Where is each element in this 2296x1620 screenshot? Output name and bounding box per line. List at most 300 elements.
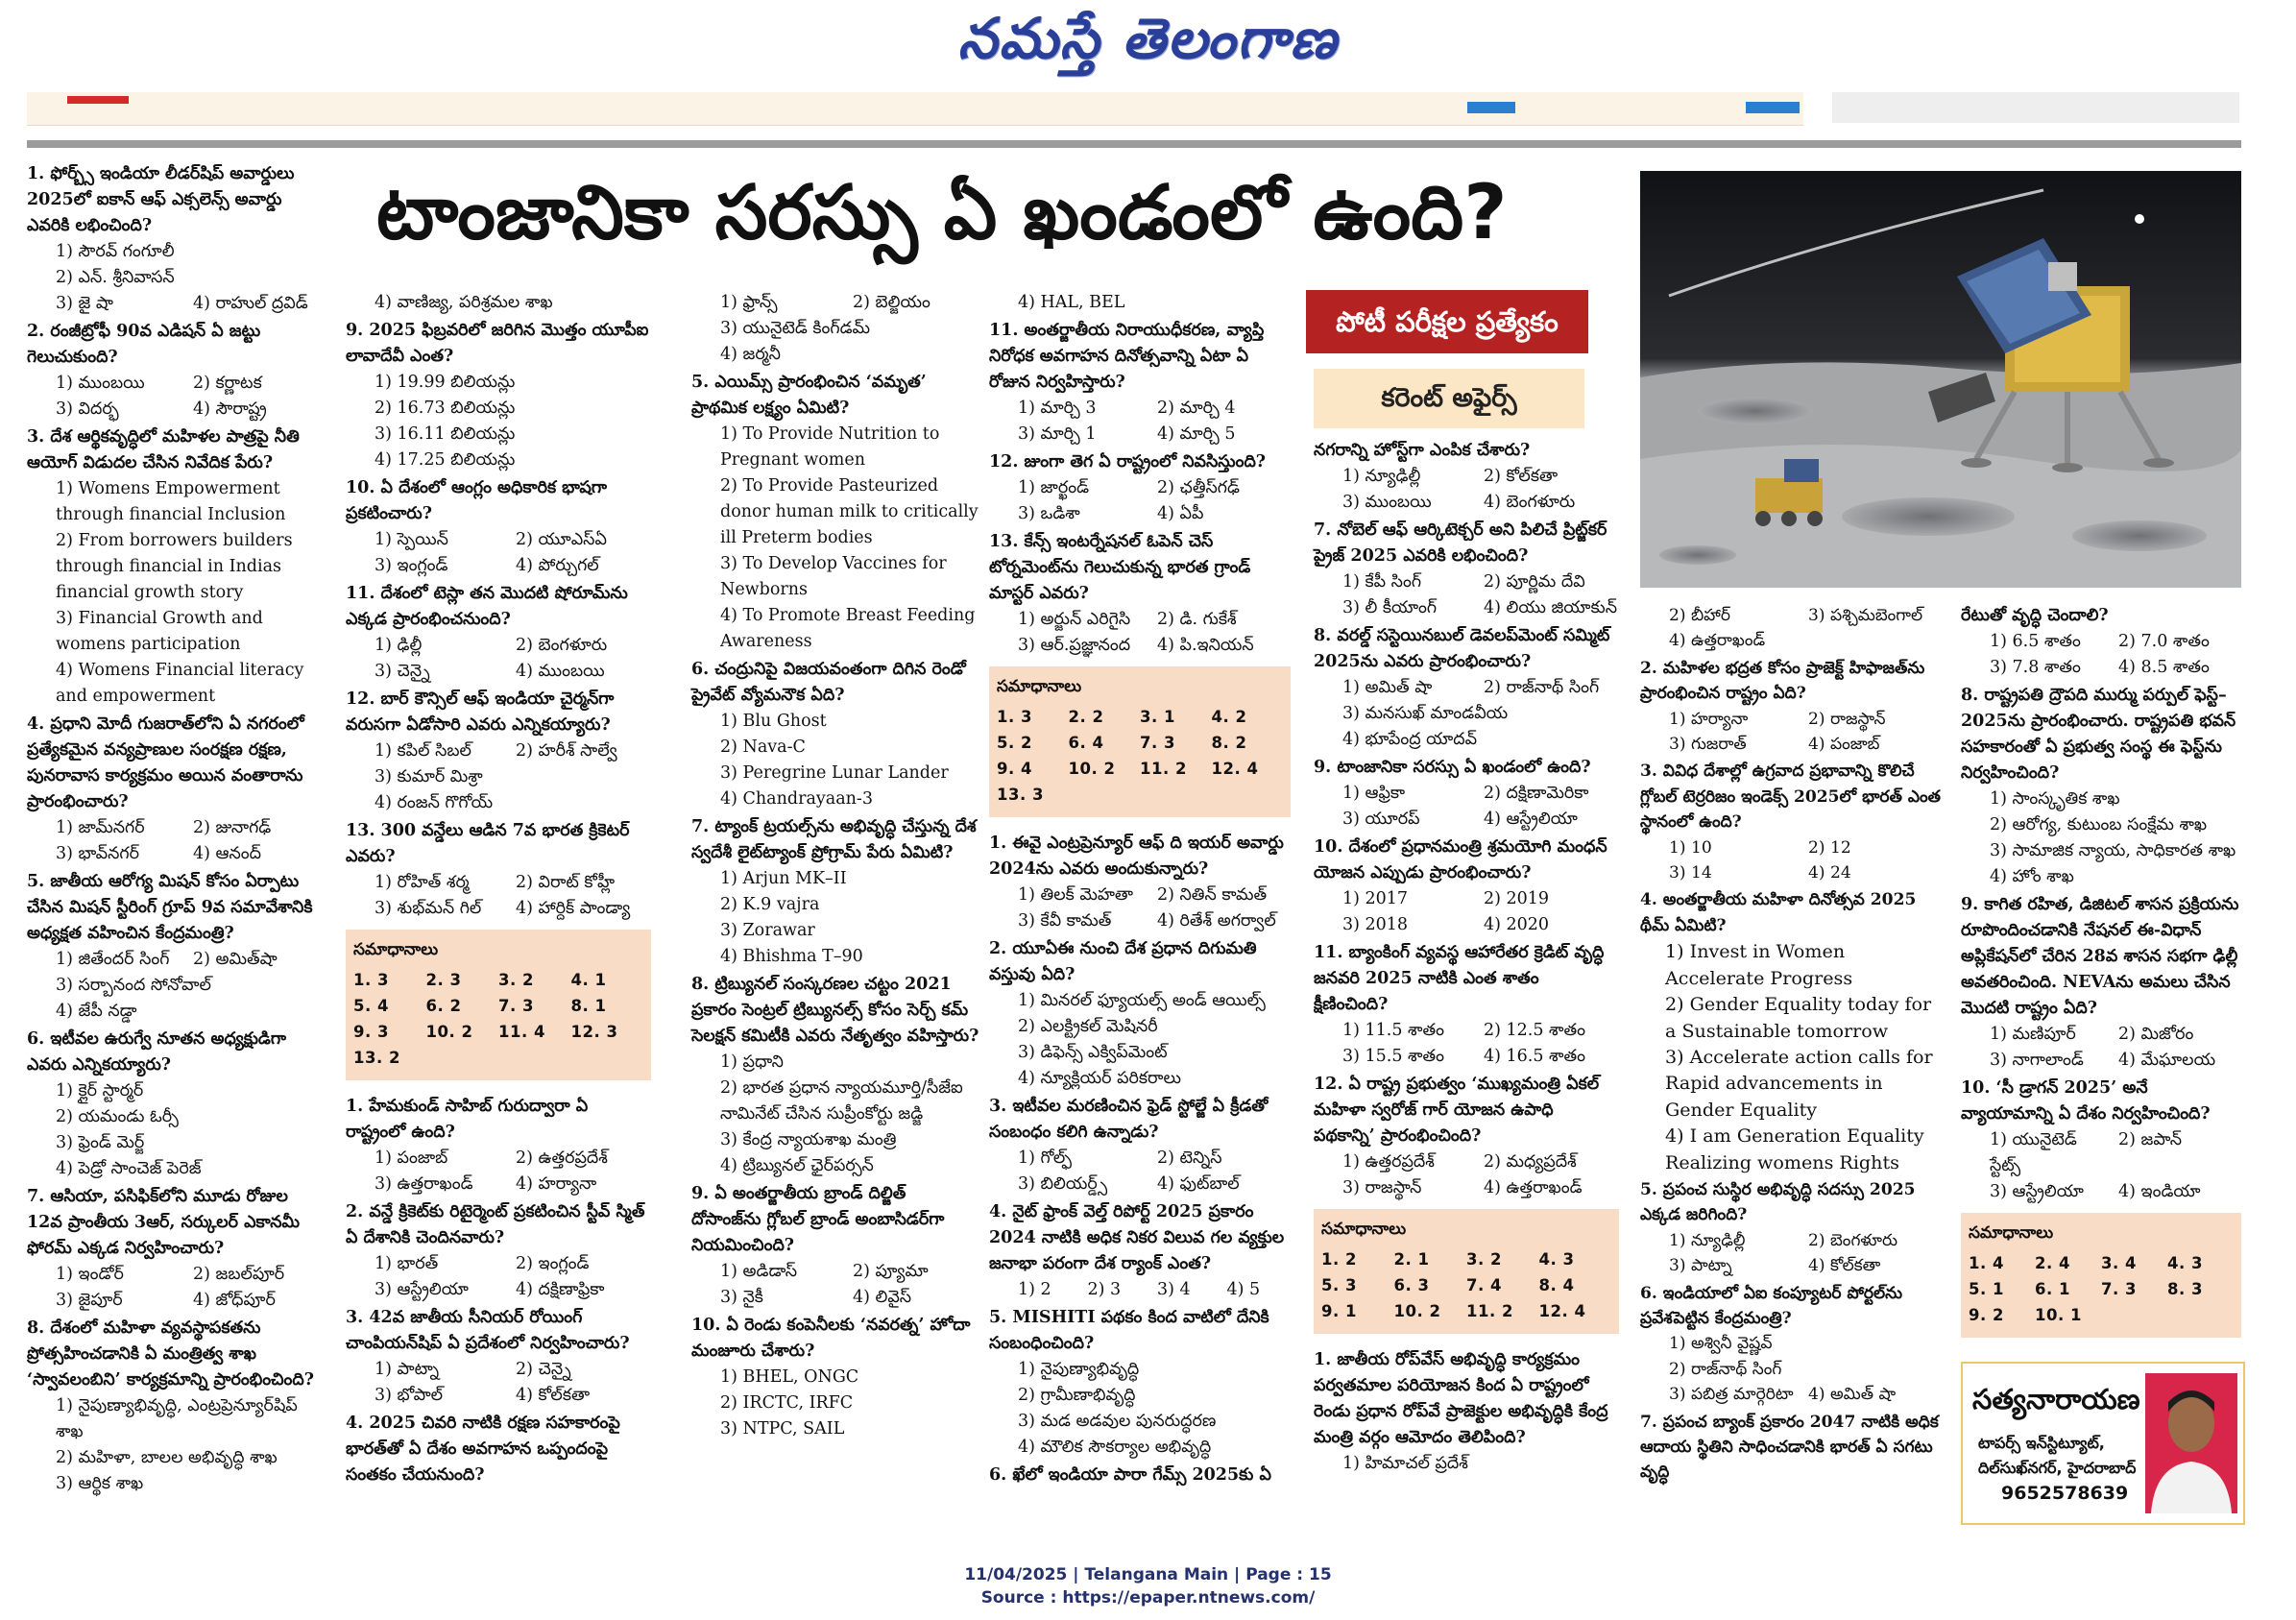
answer-option: 2) మార్చి 4 xyxy=(1157,399,1236,418)
question-item xyxy=(346,818,651,922)
question-item xyxy=(989,936,1291,1092)
answer-key-item: 12. 4 xyxy=(1538,1302,1586,1320)
option-list xyxy=(1640,835,1942,886)
option-list xyxy=(346,1251,651,1303)
answer-option: 4) కోల్‌కతా xyxy=(516,1386,591,1405)
question-item xyxy=(1640,1410,1942,1486)
answer-option: 1) న్యూఢిల్లీ xyxy=(1342,467,1421,486)
answer-option: 3) Accelerate action calls for Rapid advancements in Gender Equality xyxy=(1665,1045,1933,1121)
author-photo xyxy=(2145,1373,2237,1513)
answer-option: 3) నాగాలాండ్ xyxy=(1990,1051,2084,1070)
answer-option: 3) NTPC, SAIL xyxy=(720,1419,845,1439)
answer-key-item: 10. 1 xyxy=(2035,1306,2082,1324)
answer-key-item: 6. 4 xyxy=(1068,734,1104,752)
answer-option: 1) అర్జున్ ఎరిగైసి xyxy=(1018,610,1131,629)
answer-option: 1) జార్ఖండ్ xyxy=(1018,478,1090,497)
question-number: 2. xyxy=(989,939,1013,958)
question-number: 1. xyxy=(989,834,1013,853)
answer-option: 3) విదర్భ xyxy=(56,399,119,419)
column-6 xyxy=(1640,603,1942,1487)
question-stem: MISHITI పథకం కింద వాటిలో దేనికి సంబంధించింది? xyxy=(989,1308,1269,1353)
question-text xyxy=(1640,1281,1942,1332)
answer-option: 3) కేవీ కామత్ xyxy=(1018,911,1112,931)
answer-key-item: 3. 2 xyxy=(1466,1250,1502,1269)
question-stem: ప్రధాని మోదీ గుజరాత్‌లోని ఏ నగరంలో ప్రత్యేకమైన వన్యప్రాణుల సంరక్షణ రక్షణ, పునరావాస కార్యక్రమం అయిన వంతారాను ప్రారంభించారు? xyxy=(27,714,304,811)
answer-option: 1) Blu Ghost xyxy=(720,712,827,731)
question-item xyxy=(1961,892,2241,1074)
question-stem: నగరాన్ని హోస్ట్‌గా ఎంపిక చేశారు? xyxy=(1314,441,1531,460)
question-number: 9. xyxy=(346,321,370,340)
answer-option: 3) సర్బానంద సోనోవాల్ xyxy=(56,976,211,995)
question-item xyxy=(346,1411,651,1488)
answer-option: 3) జై షా xyxy=(56,294,113,313)
question-stem: ఈవై ఎంట్రప్రెన్యూర్ ఆఫ్ ది ఇయర్ అవార్డు 2024ను ఎవరు అందుకున్నారు? xyxy=(989,834,1284,879)
question-number: 3. xyxy=(27,427,51,447)
answer-option: 1) జామ్‌నగర్ xyxy=(56,818,145,837)
answer-option: 4) ఆనంద్ xyxy=(193,844,262,863)
question-text xyxy=(27,1184,325,1262)
question-text xyxy=(691,972,979,1050)
answer-option: 2) మహిళా, బాలల అభివృద్ధి శాఖ xyxy=(56,1448,278,1467)
answer-option: 2) From borrowers builders through financial in Indias financial growth story xyxy=(56,531,293,602)
option-list xyxy=(989,883,1291,934)
question-number: 7. xyxy=(27,1187,51,1206)
question-text xyxy=(1314,623,1619,675)
option-list xyxy=(691,866,979,970)
option-list xyxy=(27,815,325,867)
option-list xyxy=(27,1262,325,1314)
question-number: 6. xyxy=(691,660,715,679)
option-list xyxy=(1640,938,1942,1175)
question-text xyxy=(989,449,1291,475)
column-7 xyxy=(1961,603,2241,1351)
question-number: 5. xyxy=(691,373,715,392)
question-number: 10. xyxy=(1314,837,1349,857)
answer-option: 3) ఇంగ్లండ్ xyxy=(375,556,448,575)
answer-key-item: 7. 3 xyxy=(2101,1280,2137,1298)
answer-key-item: 5. 4 xyxy=(353,997,389,1015)
question-item xyxy=(1314,755,1619,833)
question-number: 1. xyxy=(27,164,51,183)
ad-accent-blue xyxy=(1467,102,1515,113)
question-stem: బ్యాంకింగ్ వ్యవస్థ ఆహారేతర క్రెడిట్ వృద్ధి జనవరి 2025 నాటికి ఎంత శాతం క్షీణించింది? xyxy=(1314,943,1605,1014)
question-number: 11. xyxy=(989,321,1025,340)
ad-accent-red xyxy=(67,96,129,104)
option-list xyxy=(1640,1331,1942,1407)
question-stem: ఫోర్బ్స్ ఇండియా లీడర్‌షిప్ అవార్డులు 2025లో ఐకాన్ ఆఫ్ ఎక్సలెన్స్ అవార్డు ఎవరికి లభించింది? xyxy=(27,164,295,235)
answer-option: 3) లీ కీయాంగ్ xyxy=(1342,598,1438,617)
answer-option: 4) ఫుట్‌బాల్ xyxy=(1157,1174,1240,1194)
answer-option: 3) 15.5 శాతం xyxy=(1342,1047,1444,1066)
answer-option: 4) వాణిజ్య, పరిశ్రమల శాఖ xyxy=(375,293,553,312)
answer-option: 2) విరాట్ కోహ్లీ xyxy=(516,873,616,892)
answer-option: 3) భోపాల్ xyxy=(375,1386,444,1405)
question-stem: రంజీట్రోఫీ 90వ ఎడిషన్ ఏ జట్టు గెలుచుకుంది? xyxy=(27,322,261,367)
question-item xyxy=(1314,1072,1619,1201)
answer-option: 3) 4 xyxy=(1157,1280,1191,1299)
answer-option: 1) పాట్నా xyxy=(375,1360,440,1379)
question-text xyxy=(346,818,651,870)
answer-option: 4) హోం శాఖ xyxy=(1990,867,2074,886)
section-subbadge: కరెంట్ అఫైర్స్ xyxy=(1314,369,1584,428)
option-list xyxy=(346,1357,651,1409)
option-list xyxy=(691,1365,979,1442)
question-number: 8. xyxy=(1314,626,1338,645)
question-stem: ‘సీ డ్రాగన్ 2025’ అనే వ్యాయామాన్ని ఏ దేశం నిర్వహించింది? xyxy=(1961,1078,2211,1124)
answer-option: 2) ఛత్తీస్‌గఢ్ xyxy=(1157,478,1240,497)
question-stem: దేశ ఆర్థికవృద్ధిలో మహిళల పాత్రపై నీతి ఆయోగ్ విడుదల చేసిన నివేదిక పేరు? xyxy=(27,427,300,472)
question-number: 1. xyxy=(1314,1350,1338,1369)
column-1 xyxy=(27,161,325,1499)
answer-key-box xyxy=(989,666,1291,817)
option-list xyxy=(989,1146,1291,1197)
author-institute-line: దిల్‌సుఖ్‌నగర్, హైదరాబాద్ xyxy=(1978,1459,2137,1477)
answer-option: 4) ఉత్తరాఖండ్ xyxy=(1669,631,1766,651)
answer-option: 3) పశ్చిమబెంగాల్ xyxy=(1808,606,1923,625)
question-stem: జాతీయ రోప్‌వేస్ అభివృద్ధి కార్యక్రమం పర్వతమాల పరియోజన కింద ఏ రాష్ట్రంలో రెండు ప్రధాన రోప్‌వే ప్రాజెక్టుల అభివృద్ధికి కేంద్ర మంత్రి వర్గం ఆమోదం తెలిపింది? xyxy=(1314,1350,1608,1447)
answer-option: 4) 16.5 శాతం xyxy=(1484,1047,1585,1066)
question-stem: అంతర్జాతీయ మహిళా దినోత్సవ 2025 థీమ్ ఏమిటి? xyxy=(1640,890,1917,935)
answer-option: 3) మార్చి 1 xyxy=(1018,424,1097,444)
option-list xyxy=(27,1393,325,1497)
question-text xyxy=(1314,940,1619,1018)
question-text xyxy=(1961,892,2241,1022)
question-text xyxy=(691,370,979,422)
option-list xyxy=(346,527,651,579)
answer-option: 2) 12 xyxy=(1808,837,1851,858)
answer-key-item: 3. 2 xyxy=(498,971,534,989)
question-stem: 42వ జాతీయ సీనియర్ రోయింగ్ చాంపియన్‌షిప్ ఏ ప్రదేశంలో నిర్వహించారు? xyxy=(346,1308,630,1353)
question-item xyxy=(691,814,979,970)
newspaper-logo: నమస్తే తెలంగాణ xyxy=(957,6,1339,71)
option-list xyxy=(27,476,325,710)
question-item xyxy=(989,1463,1291,1488)
answer-option: 4) బెంగళూరు xyxy=(1484,493,1576,512)
answer-option: 2) 3 xyxy=(1087,1280,1122,1299)
answer-key-title: సమాధానాలు xyxy=(353,940,439,959)
answer-option: 2) రాజ్‌నాథ్ సింగ్ xyxy=(1484,678,1600,697)
answer-key-item: 2. 4 xyxy=(2035,1254,2070,1272)
answer-option: 3) రాజస్థాన్ xyxy=(1342,1178,1422,1197)
header-rule xyxy=(27,140,2241,148)
answer-key-item: 8. 4 xyxy=(1538,1276,1575,1294)
answer-option: 3) ఉత్తరాఖండ్ xyxy=(375,1174,473,1194)
answer-key-box xyxy=(346,930,651,1080)
question-text xyxy=(27,869,325,947)
question-text xyxy=(1640,1410,1942,1486)
column-4 xyxy=(989,290,1291,1490)
question-number: 12. xyxy=(346,689,381,709)
question-text xyxy=(691,814,979,866)
option-list xyxy=(1961,1022,2241,1074)
answer-option: 2) Nava-C xyxy=(720,737,806,757)
author-institute-line: టాపర్స్ ఇన్‌స్టిట్యూట్, xyxy=(1978,1434,2105,1452)
question-item xyxy=(1961,603,2241,681)
option-list xyxy=(691,422,979,655)
question-item xyxy=(989,290,1291,316)
question-stem: ఇటీవల మరణించిన ఫ్రెడ్ స్టోల్జే ఏ క్రీడతో సంబంధం కలిగి ఉన్నాడు? xyxy=(989,1097,1269,1142)
answer-option: 4) 24 xyxy=(1808,863,1851,883)
question-stem: 300 వన్డేలు ఆడిన 7వ భారత క్రికెటర్ ఎవరు? xyxy=(346,821,630,866)
answer-option: 4) ట్రిబ్యునల్ ఛైర్‌పర్సన్ xyxy=(720,1156,874,1175)
answer-option: 1) యునైటెడ్ స్టేట్స్ xyxy=(1990,1130,2077,1175)
answer-key-item: 2. 2 xyxy=(1068,708,1104,726)
answer-key-item: 1. 2 xyxy=(1321,1250,1357,1269)
question-text xyxy=(1640,759,1942,834)
question-number: 12. xyxy=(1314,1075,1349,1094)
option-list xyxy=(691,290,979,368)
question-item xyxy=(1640,603,1942,654)
answer-option: 4) పెడ్రో సాంచెజ్ పెరెజ్ xyxy=(56,1159,202,1178)
answer-option: 2) IRCTC, IRFC xyxy=(720,1393,854,1413)
question-text xyxy=(346,1199,651,1251)
option-list xyxy=(1961,629,2241,681)
question-stem: జాతీయ ఆరోగ్య మిషన్ కోసం ఏర్పాటు చేసిన మిషన్ స్టీరింగ్ గ్రూప్ 9వ సమావేశానికి అధ్యక్షత వహించిన కేంద్రమంత్రి? xyxy=(27,872,313,943)
column-5 xyxy=(1314,438,1619,1479)
option-list xyxy=(27,371,325,423)
answer-option: 1) నైపుణ్యాభివృద్ధి, ఎంట్రప్రెన్యూర్‌షిప్ శాఖ xyxy=(56,1396,298,1441)
answer-option: 3) యునైటెడ్ కింగ్‌డమ్ xyxy=(720,319,871,338)
question-item xyxy=(27,1316,325,1497)
answer-key-item: 10. 2 xyxy=(1068,760,1116,778)
answer-option: 3) పాట్నా xyxy=(1669,1256,1732,1276)
answer-option: 2) కోల్‌కతా xyxy=(1484,467,1559,486)
answer-option: 2) యమండు ఓర్సీ xyxy=(56,1107,179,1126)
answer-option: 1) 11.5 శాతం xyxy=(1342,1021,1444,1040)
question-stem: హేమకుండ్ సాహిబ్ గురుద్వారా ఏ రాష్ట్రంలో ఉంది? xyxy=(346,1097,589,1142)
question-stem: ఏ దేశంలో ఆంగ్లం అధికారిక భాషగా ప్రకటించారు? xyxy=(346,478,607,523)
answer-option: 2) రాజస్థాన్ xyxy=(1808,709,1886,729)
answer-key-item: 7. 3 xyxy=(498,997,534,1015)
question-item xyxy=(691,1181,979,1311)
question-item xyxy=(989,831,1291,934)
question-number: 4. xyxy=(1640,890,1663,910)
question-item xyxy=(1640,1177,1942,1279)
answer-option: 2) డి. గుకేశ్ xyxy=(1157,610,1237,629)
option-list xyxy=(1640,603,1942,654)
answer-option: 1) Arjun MK–II xyxy=(720,869,847,888)
answer-option: 4) అమిత్ షా xyxy=(1808,1385,1897,1405)
question-item xyxy=(989,318,1291,447)
option-list xyxy=(989,290,1291,316)
answer-option: 2) ఎలక్ట్రికల్ మెషినరీ xyxy=(1018,1017,1158,1036)
question-text xyxy=(27,424,325,476)
question-stem: ఆసియా, పసిఫిక్‌లోని మూడు రోజుల 12వ ప్రాంతీయ 3ఆర్, సర్కులర్ ఎకానమీ ఫోరమ్ ఎక్కడ నిర్వహించారు? xyxy=(27,1187,300,1258)
answer-option: 1) ఆఫ్రికా xyxy=(1342,784,1406,803)
answer-option: 3) జైపూర్ xyxy=(56,1291,123,1310)
answer-option: 1) ఇండోర్ xyxy=(56,1265,124,1284)
question-stem: కేన్స్ ఇంటర్నేషనల్ ఓపెన్ చెస్ టోర్నమెంట్‌ను గెలుచుకున్న భారత గ్రాండ్ మాస్టర్ ఎవరు? xyxy=(989,532,1251,603)
answer-option: 2) ఉత్తరప్రదేశ్ xyxy=(516,1149,608,1168)
question-stem: ఏ అంతర్జాతీయ బ్రాండ్ దిల్జిత్ దోసాంజ్‌ను గ్లోబల్ బ్రాండ్ అంబాసిడర్‌గా నియమించింది? xyxy=(691,1184,945,1255)
question-item xyxy=(346,687,651,816)
answer-option: 2) గ్రామీణాభివృద్ధి xyxy=(1018,1386,1136,1405)
question-number: 6. xyxy=(1640,1283,1663,1303)
answer-option: 4) 5 xyxy=(1226,1280,1261,1299)
author-phone: 9652578639 xyxy=(2001,1483,2129,1504)
answer-option: 3) భావ్‌నగర్ xyxy=(56,844,139,863)
answer-option: 3) ఆస్ట్రేలియా xyxy=(1990,1182,2084,1201)
answer-key-item: 12. 3 xyxy=(570,1023,618,1041)
answer-option: 2) 12.5 శాతం xyxy=(1484,1021,1585,1040)
question-text xyxy=(989,318,1291,396)
question-item xyxy=(346,1094,651,1197)
answer-option: 4) లియు జియాకున్ xyxy=(1484,598,1617,617)
question-text xyxy=(1314,438,1619,464)
question-stem: యూఏఈ నుంచి దేశ ప్రధాన దిగుమతి వస్తువు ఏది? xyxy=(989,939,1257,984)
question-text xyxy=(346,1305,651,1357)
question-item xyxy=(691,290,979,368)
lunar-lander-photo xyxy=(1640,171,2241,588)
answer-option: 1) 2017 xyxy=(1342,889,1409,908)
answer-option: 2) ప్యూమా xyxy=(853,1262,929,1281)
question-item xyxy=(989,529,1291,659)
answer-option: 3) ముంబయి xyxy=(1342,493,1432,512)
answer-option: 1) ముంబయి xyxy=(56,374,145,393)
question-text xyxy=(989,936,1291,988)
question-stem: వరల్డ్ సస్టెయినబుల్ డెవలప్‌మెంట్ సమ్మిట్ 2025ను ఎవరు ప్రారంభించారు? xyxy=(1314,626,1610,671)
question-text xyxy=(1314,1347,1619,1451)
answer-option: 4) లివైస్ xyxy=(853,1288,912,1307)
answer-key-box xyxy=(1961,1213,2241,1338)
question-text xyxy=(989,1305,1291,1357)
option-list xyxy=(346,633,651,685)
question-number: 12. xyxy=(989,452,1025,471)
question-number: 7. xyxy=(1314,520,1338,540)
question-text xyxy=(989,831,1291,883)
question-stem: ప్రపంచ సుస్థిర అభివృద్ధి సదస్సు 2025 ఎక్కడ జరిగింది? xyxy=(1640,1179,1916,1225)
answer-option: 4) Bhishma T–90 xyxy=(720,947,863,966)
answer-key-title: సమాధానాలు xyxy=(1969,1223,2054,1243)
question-stem: మహిళల భద్రత కోసం ప్రాజెక్ట్ హిఫాజత్‌ను ప్రారంభించిన రాష్ట్రం ఏది? xyxy=(1640,658,1925,704)
question-item xyxy=(1314,623,1619,753)
answer-option: 2) హరీశ్ సాల్వే xyxy=(516,741,617,761)
answer-option: 3) కుమార్ మిశ్రా xyxy=(375,767,483,786)
answer-option: 3) చెన్నై xyxy=(375,662,430,681)
answer-option: 1) Womens Empowerment through financial Inclusion xyxy=(56,479,286,524)
question-item xyxy=(989,449,1291,527)
page-footer xyxy=(0,1563,2296,1609)
answer-option: 2) నితిన్ కామత్ xyxy=(1157,885,1268,905)
answer-option: 4) పి.ఇనియన్ xyxy=(1157,636,1254,655)
question-number: 1. xyxy=(346,1097,370,1116)
answer-option: 1) BHEL, ONGC xyxy=(720,1367,859,1387)
answer-option: 3) పబిత్ర మార్గెరిటా xyxy=(1669,1385,1794,1405)
answer-option: 2) మధ్యప్రదేశ్ xyxy=(1484,1152,1577,1172)
answer-option: 2) దక్షిణామెరికా xyxy=(1484,784,1589,803)
question-stem: ప్రపంచ బ్యాంక్ ప్రకారం 2047 నాటికి అధిక ఆదాయ స్థితిని సాధించడానికి భారత్ ఏ సగటు వృద్ధి xyxy=(1640,1412,1939,1483)
answer-key-item: 8. 3 xyxy=(2167,1280,2203,1298)
answer-key-item: 4. 1 xyxy=(570,971,607,989)
question-text xyxy=(1961,1076,2241,1127)
question-text xyxy=(27,1027,325,1078)
answer-option: 1) ఉత్తరప్రదేశ్ xyxy=(1342,1152,1435,1172)
question-stem: దేశంలో ప్రధానమంత్రి శ్రమయోగి మంధన్ యోజన ఎప్పుడు ప్రారంభించారు? xyxy=(1314,837,1607,883)
answer-option: 2) Gender Equality today for a Sustainable tomorrow xyxy=(1665,993,1932,1042)
question-text xyxy=(1961,683,2241,786)
question-number: 8. xyxy=(1961,686,1985,705)
answer-option: 4) ఆస్ట్రేలియా xyxy=(1484,810,1578,829)
answer-key-item: 8. 1 xyxy=(570,997,607,1015)
question-stem: రేటుతో వృద్ధి చెందాలి? xyxy=(1961,606,2109,625)
question-item xyxy=(1314,940,1619,1070)
question-number: 3. xyxy=(989,1097,1013,1116)
question-stem: రాష్ట్రపతి ద్రౌపది ముర్ము పర్పుల్ ఫెస్ట్–2025ను ప్రారంభించారు. రాష్ట్రపతి భవన్ సహకారంతో ఏ ప్రభుత్వ సంస్థ ఈ ఫెస్ట్‌ను నిర్వహించింది? xyxy=(1961,686,2236,783)
answer-key-item: 5. 1 xyxy=(1969,1280,2004,1298)
question-text xyxy=(346,318,651,370)
answer-option: 4) 17.25 బిలియన్లు xyxy=(375,450,516,470)
answer-option: 2) To Provide Pasteurized donor human milk to critically ill Preterm bodies xyxy=(720,476,979,547)
answer-option: 1) రోహిత్ శర్మ xyxy=(375,873,470,892)
answer-option: 3) ఆస్ట్రేలియా xyxy=(375,1280,469,1299)
answer-key-item: 13. 3 xyxy=(997,786,1044,804)
answer-option: 4) జోధ్‌పూర్ xyxy=(193,1291,276,1310)
answer-option: 2) బెంగళూరు xyxy=(1808,1230,1897,1250)
option-list xyxy=(1640,1228,1942,1279)
answer-option: 3) 7.8 శాతం xyxy=(1990,658,2081,677)
question-stem: ఏ రాష్ట్ర ప్రభుత్వం ‘ముఖ్యమంత్రి ఏకల్ మహిళా స్వరోజ్ గార్ యోజన ఉపాధి పథకాన్ని’ ప్రారంభించింది? xyxy=(1314,1075,1600,1146)
question-item xyxy=(346,290,651,316)
answer-option: 3) సామాజిక న్యాయ, సాధికారత శాఖ xyxy=(1990,841,2236,860)
ad-banner xyxy=(27,92,1803,126)
answer-key-title: సమాధానాలు xyxy=(997,677,1082,696)
answer-key-item: 1. 3 xyxy=(353,971,389,989)
question-text xyxy=(1640,656,1942,707)
answer-option: 2) ఎన్. శ్రీనివాసన్ xyxy=(56,268,175,287)
question-text xyxy=(1640,1177,1942,1228)
answer-key-item: 2. 3 xyxy=(425,971,462,989)
answer-option: 1) అమిత్ షా xyxy=(1342,678,1433,697)
answer-key-item: 8. 2 xyxy=(1211,734,1247,752)
question-number: 10. xyxy=(1961,1078,1996,1098)
answer-key-item: 12. 4 xyxy=(1211,760,1259,778)
answer-option: 3) మనసుఖ్ మాండవీయ xyxy=(1342,704,1509,723)
question-item xyxy=(989,1305,1291,1461)
answer-option: 3) డిఫెన్స్ ఎక్విప్‌మెంట్ xyxy=(1018,1043,1168,1062)
question-text xyxy=(346,1094,651,1146)
column-2 xyxy=(346,290,651,1490)
option-list xyxy=(989,1357,1291,1461)
option-list xyxy=(1314,569,1619,621)
option-list xyxy=(346,1146,651,1197)
option-list xyxy=(691,1259,979,1311)
answer-option: 1) గోల్ఫ్ xyxy=(1018,1149,1073,1168)
question-number: 2. xyxy=(346,1202,370,1221)
question-stem: ఖేలో ఇండియా పారా గేమ్స్ 2025కు ఏ xyxy=(1012,1465,1271,1485)
question-stem: జుంగా తెగ ఏ రాష్ట్రంలో నివసిస్తుంది? xyxy=(1024,452,1267,471)
question-item xyxy=(691,1313,979,1442)
answer-key-item: 3. 1 xyxy=(1140,708,1175,726)
answer-option: 4) రాహుల్ ద్రవిడ్ xyxy=(193,294,308,313)
answer-option: 3) To Develop Vaccines for Newborns xyxy=(720,554,947,599)
answer-option: 3) 14 xyxy=(1669,863,1712,883)
question-text xyxy=(1314,834,1619,886)
answer-option: 2) బెంగళూరు xyxy=(516,636,608,655)
answer-option: 2) టెన్నిస్ xyxy=(1157,1149,1222,1168)
answer-key-item: 13. 2 xyxy=(353,1049,400,1067)
question-text xyxy=(346,1411,651,1488)
answer-option: 4) పంజాబ్ xyxy=(1808,735,1880,755)
question-text xyxy=(691,657,979,709)
answer-option: 1) హర్యానా xyxy=(1669,709,1749,729)
answer-key-grid xyxy=(1321,1246,1611,1324)
answer-option: 1) పంజాబ్ xyxy=(375,1149,448,1168)
option-list xyxy=(1314,1149,1619,1201)
author-portrait xyxy=(2145,1373,2237,1513)
answer-option: 4) HAL, BEL xyxy=(1018,293,1125,312)
answer-key-item: 6. 1 xyxy=(2035,1280,2070,1298)
question-item xyxy=(691,370,979,655)
